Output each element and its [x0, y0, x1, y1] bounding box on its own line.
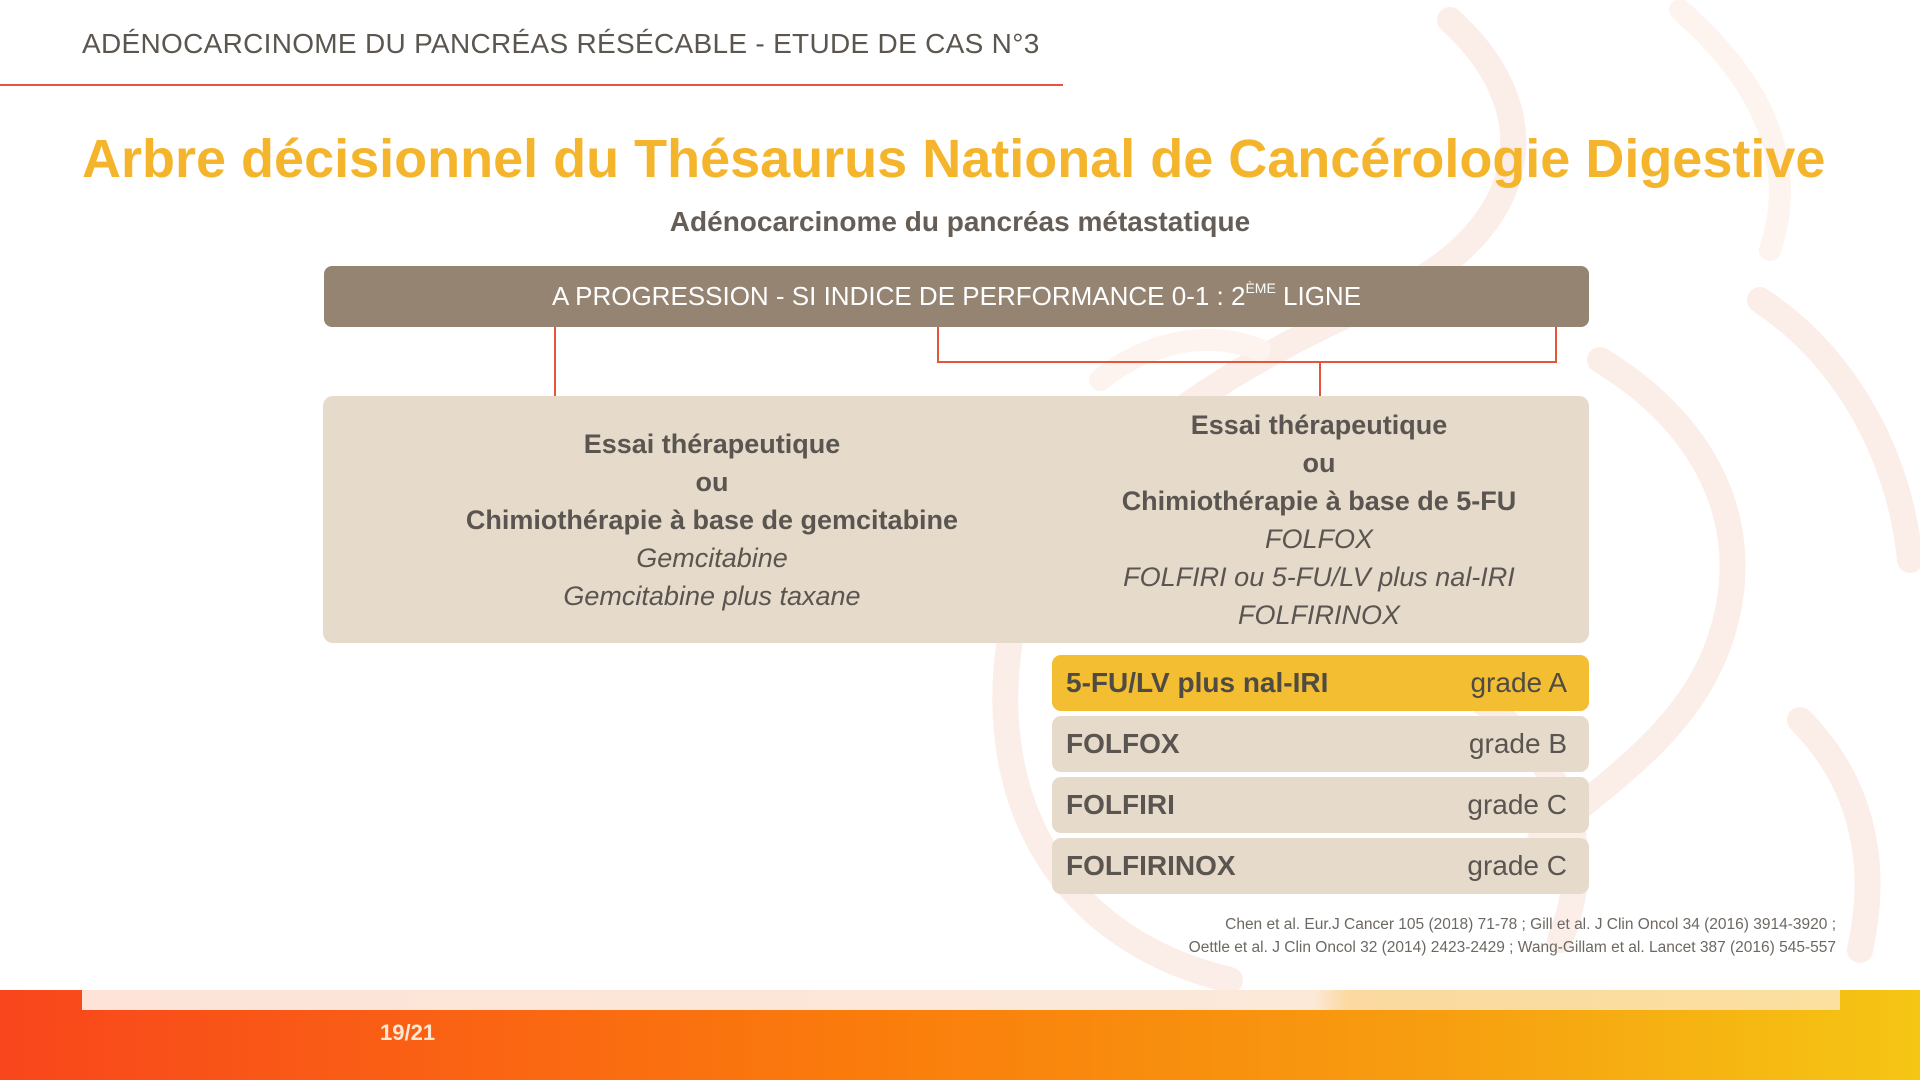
drug-item: FOLFIRI ou 5-FU/LV plus nal-IRI	[1123, 562, 1515, 592]
grade-row	[1052, 777, 1589, 833]
option-line: Essai thérapeutique	[1190, 410, 1448, 440]
header-title: ADÉNOCARCINOME DU PANCRÉAS RÉSÉCABLE - ETUDE DE CAS N°3	[82, 28, 1040, 59]
drug-item: FOLFIRINOX	[1237, 600, 1400, 630]
connector-right-bracket	[938, 327, 1556, 362]
option-line: Essai thérapeutique	[583, 429, 841, 459]
progression-banner	[324, 266, 1589, 327]
drug-item: Gemcitabine plus taxane	[563, 581, 861, 611]
grade-label: grade B	[1468, 728, 1567, 759]
option-line: Chimiothérapie à base de 5-FU	[1121, 486, 1517, 516]
regimen-name: FOLFOX	[1066, 728, 1180, 759]
grade-label: grade C	[1467, 789, 1567, 820]
footer-progress-strip	[82, 990, 1840, 1010]
reference-line: Chen et al. Eur.J Cancer 105 (2018) 71-78 ; Gill et al. J Clin Oncol 34 (2016) 3914-3920 ;	[1225, 916, 1836, 933]
drug-item: Gemcitabine	[636, 543, 788, 573]
gemcitabine-option	[412, 425, 1012, 615]
grade-row	[1052, 716, 1589, 772]
grade-label: grade C	[1467, 850, 1567, 881]
regimen-name: 5-FU/LV plus nal-IRI	[1066, 667, 1329, 698]
drug-item: FOLFOX	[1264, 524, 1373, 554]
regimen-name: FOLFIRI	[1066, 789, 1175, 820]
grade-row-highlighted	[1052, 655, 1589, 711]
reference-line: Oettle et al. J Clin Oncol 32 (2014) 2423-2429 ; Wang-Gillam et al. Lancet 387 (2016) 545-557	[1188, 939, 1836, 956]
option-line: Chimiothérapie à base de gemcitabine	[465, 505, 959, 535]
5fu-option	[1019, 406, 1619, 634]
slide-title: Arbre décisionnel du Thésaurus National de Cancérologie Digestive	[82, 129, 1826, 189]
slide-subtitle: Adénocarcinome du pancréas métastatique	[669, 206, 1251, 237]
grade-label: grade A	[1470, 667, 1567, 698]
grade-row	[1052, 838, 1589, 894]
banner-superscript: ÈME	[1245, 280, 1276, 297]
header-divider	[0, 84, 1063, 86]
page-number: 19/21	[380, 1020, 436, 1045]
banner-text: A PROGRESSION - SI INDICE DE PERFORMANCE 0-1 : 2ÈME LIGNE	[551, 280, 1362, 311]
regimen-name: FOLFIRINOX	[1066, 850, 1236, 881]
option-line: ou	[1302, 448, 1336, 478]
option-line: ou	[695, 467, 729, 497]
references	[1189, 913, 1836, 959]
